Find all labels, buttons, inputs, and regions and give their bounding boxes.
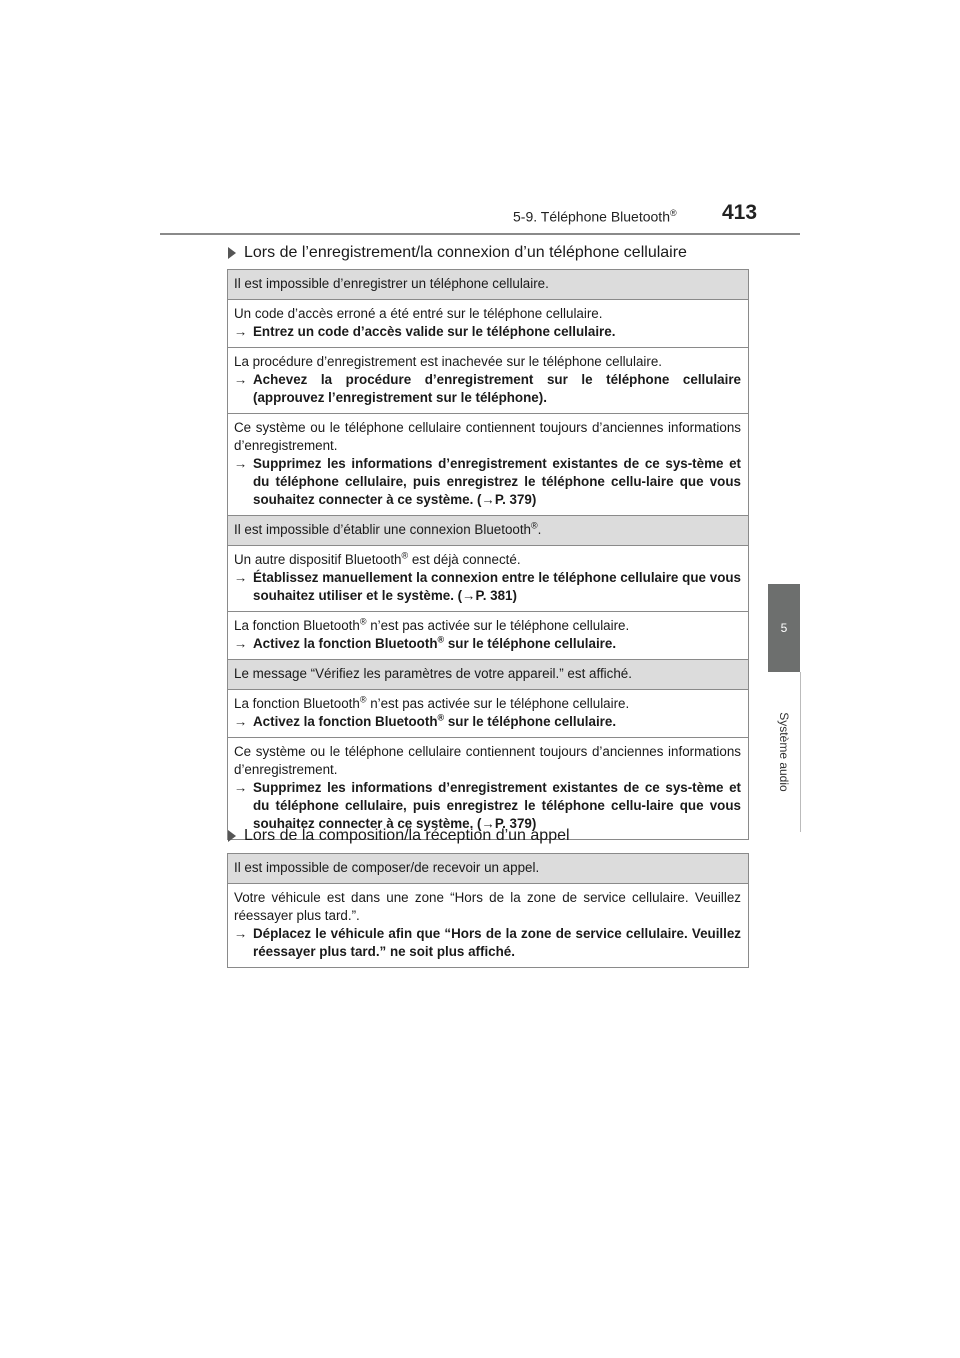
solution-text: → Achevez la procédure d’enregistrement sur le téléphone cellulaire (approuvez l’enregistrement sur le téléphone).	[234, 372, 741, 405]
cause-text: La fonction Bluetooth® n’est pas activée sur le téléphone cellulaire.	[234, 694, 630, 711]
cause-text: La procédure d’enregistrement est inachevée sur le téléphone cellulaire.	[234, 354, 663, 369]
section-heading-calls	[228, 827, 570, 845]
solution-text: → Activez la fonction Bluetooth® sur le téléphone cellulaire.	[234, 712, 617, 729]
problem-text: Il est impossible d’établir une connexion Bluetooth®.	[228, 516, 749, 546]
solution-text: → Établissez manuellement la connexion entre le téléphone cellulaire que vous souhaitez utiliser et le système. (→P. 381)	[234, 570, 741, 603]
problem-row	[228, 660, 749, 690]
cause-row	[228, 884, 749, 968]
problem-text: Il est impossible de composer/de recevoir un appel.	[228, 854, 749, 884]
cause-row	[228, 612, 749, 660]
problem-text: Le message “Vérifiez les paramètres de votre appareil.” est affiché.	[228, 660, 749, 690]
troubleshooting-table-registration	[227, 269, 749, 840]
triangle-bullet-icon	[228, 247, 236, 259]
arrow-right-icon: →	[234, 324, 248, 339]
cause-cell	[228, 884, 749, 968]
arrow-right-icon: →	[234, 780, 248, 795]
cause-cell	[228, 738, 749, 840]
triangle-bullet-icon	[228, 830, 236, 842]
problem-text: Il est impossible d’enregistrer un téléphone cellulaire.	[228, 270, 749, 300]
cause-row	[228, 690, 749, 738]
cause-row	[228, 738, 749, 840]
cause-text: La fonction Bluetooth® n’est pas activée sur le téléphone cellulaire.	[234, 616, 630, 633]
section-heading-registration	[228, 244, 687, 262]
arrow-right-icon: →	[234, 636, 248, 651]
cause-text: Un code d’accès erroné a été entré sur le téléphone cellulaire.	[234, 306, 603, 321]
solution-text: → Déplacez le véhicule afin que “Hors de la zone de service cellulaire. Veuillez réessayer plus tard.” ne soit plus affiché.	[234, 926, 741, 959]
cause-cell	[228, 546, 749, 612]
cause-row	[228, 348, 749, 414]
cause-cell	[228, 300, 749, 348]
arrow-right-icon: →	[234, 714, 248, 729]
arrow-right-icon: →	[462, 588, 476, 603]
cause-text: Ce système ou le téléphone cellulaire contiennent toujours d’anciennes informations d’enregistrement.	[234, 420, 741, 453]
cause-row	[228, 546, 749, 612]
cause-text: Votre véhicule est dans une zone “Hors de la zone de service cellulaire. Veuillez réessayer plus tard.”.	[234, 890, 741, 923]
running-header-section: 5-9. Téléphone Bluetooth®	[513, 208, 677, 225]
solution-text: → Entrez un code d’accès valide sur le téléphone cellulaire.	[234, 324, 616, 339]
cause-cell	[228, 612, 749, 660]
problem-row	[228, 854, 749, 884]
cause-text: Un autre dispositif Bluetooth® est déjà connecté.	[234, 550, 521, 567]
arrow-right-icon: →	[234, 456, 248, 471]
page-reference: P. 379)	[494, 492, 537, 507]
problem-row	[228, 516, 749, 546]
problem-row	[228, 270, 749, 300]
arrow-right-icon: →	[234, 372, 248, 387]
arrow-right-icon: →	[481, 492, 495, 507]
cause-cell	[228, 690, 749, 738]
section-heading-text: Lors de l’enregistrement/la connexion d’un téléphone cellulaire	[244, 244, 687, 261]
solution-text: → Supprimez les informations d’enregistrement existantes de ce sys-tème et du téléphone cellulaire, puis enregistrez le téléphone cellu-laire que vous souhaitez connecter à ce système. (→P. 379)	[234, 780, 741, 831]
cause-text: Ce système ou le téléphone cellulaire contiennent toujours d’anciennes informations d’enregistrement.	[234, 744, 741, 777]
troubleshooting-table-calls	[227, 853, 749, 968]
page-reference: P. 381)	[475, 588, 517, 603]
arrow-right-icon: →	[234, 926, 248, 941]
section-heading-text: Lors de la composition/la réception d’un appel	[244, 827, 570, 844]
chapter-title: Système audio	[777, 712, 791, 792]
header-divider	[160, 233, 800, 235]
chapter-tab	[768, 584, 800, 672]
arrow-right-icon: →	[234, 570, 248, 585]
arrow-right-icon: →	[481, 816, 495, 831]
page-reference: P. 379)	[494, 816, 537, 831]
cause-row	[228, 300, 749, 348]
cause-cell	[228, 414, 749, 516]
page-number: 413	[722, 201, 758, 224]
chapter-number: 5	[780, 621, 788, 635]
cause-cell	[228, 348, 749, 414]
cause-row	[228, 414, 749, 516]
solution-text: → Supprimez les informations d’enregistrement existantes de ce sys-tème et du téléphone cellulaire, puis enregistrez le téléphone cellu-laire que vous souhaitez connecter à ce système. (→P. 379)	[234, 456, 741, 507]
solution-text: → Activez la fonction Bluetooth® sur le téléphone cellulaire.	[234, 634, 617, 651]
